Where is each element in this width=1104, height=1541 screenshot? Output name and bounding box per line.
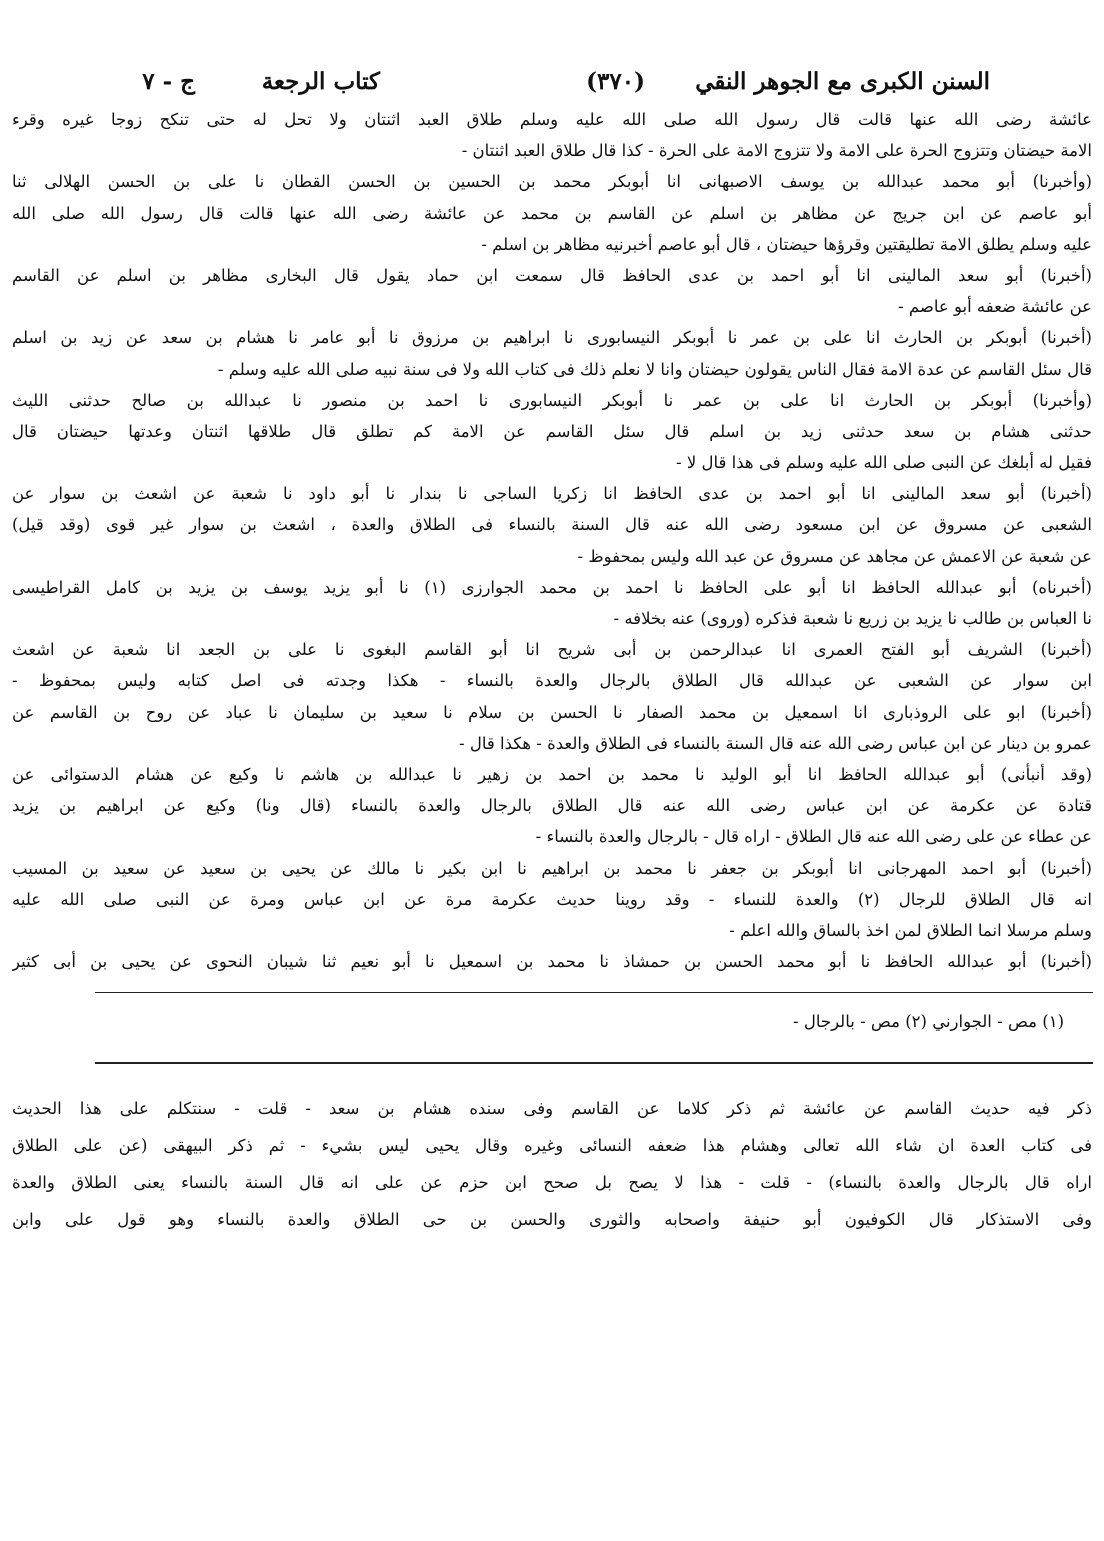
page-number: (٣٧٠) (586, 68, 645, 95)
text-line: الامة حيضتان وتتزوج الحرة على الامة ولا تتزوج الامة على الحرة - كذا قال طلاق العبد اثنتان - (461, 141, 1092, 161)
running-header (100, 68, 1000, 108)
text-line: فقيل له أبلغك عن النبى صلى الله عليه وسلم فى هذا قال لا - (676, 453, 1092, 473)
text-line: أبو عاصم عن ابن جريج عن مظاهر بن اسلم عن القاسم بن محمد عن عائشة رضى الله عنها قالت قال رسول الله صلى الله (12, 203, 1092, 223)
main-text (12, 104, 1092, 977)
footnotes: (١) مص - الجوارني (٢) مص - بالرجال - (793, 1012, 1064, 1031)
text-line: وسلم مرسلا انما الطلاق لمن اخذ بالساق والله اعلم - (729, 920, 1092, 940)
text-line: عائشة رضى الله عنها قالت قال رسول الله صلى الله عليه وسلم طلاق العبد اثنتان ولا تحل له حتى تنكح زوجا غيره وقرء (12, 110, 1092, 129)
commentary-line: ذكر فيه حديث القاسم عن عائشة ثم ذكر كلاما عن القاسم وفى سنده هشام بن سعد - قلت - سنتكلم على هذا الحديث (12, 1099, 1092, 1118)
text-line: نا العباس بن طالب نا يزيد بن زريع نا شعبة فذكره (وروى) عنه بخلافه - (613, 609, 1092, 628)
text-line: (وقد أنبأنى) أبو عبدالله الحافظ انا أبو الوليد نا محمد بن احمد بن زهير نا عبدالله بن هاشم نا وكيع عن هشام الدستوائى عن (12, 764, 1092, 784)
commentary-text (12, 1090, 1092, 1238)
text-line: (أخبرنا) أبو سعد المالينى انا أبو احمد بن عدى الحافظ قال سمعت ابن حماد يقول قال البخارى مظاهر بن اسلم عن القاسم (12, 265, 1092, 285)
commentary-line: وفى الاستذكار قال الكوفيون أبو حنيفة واصحابه والثورى والحسن بن حى الطلاق والعدة بالنساء وهو قول على وابن (12, 1210, 1092, 1229)
text-line: (أخبرنا) الشريف أبو الفتح العمرى انا عبدالرحمن بن أبى شريح انا أبو القاسم البغوى نا على بن الجعد انا شعبة عن اشعث (12, 640, 1092, 660)
text-line: (وأخبرنا) أبو محمد عبدالله بن يوسف الاصبهانى انا أبوبكر محمد بن الحسين بن الحسن القطان نا على بن الحسن الهلالى ثنا (12, 172, 1092, 192)
text-line: (أخبرنا) أبوبكر بن الحارث انا على بن عمر نا أبوبكر النيسابورى نا ابراهيم بن مرزوق نا أبو عامر نا هشام بن سعد عن زيد بن اسلم (12, 328, 1092, 348)
text-line: (أخبرنا) أبو احمد المهرجانى انا أبوبكر بن جعفر نا محمد بن ابراهيم نا ابن بكير نا مالك عن يحيى بن سعيد عن سعيد بن المسيب (12, 858, 1092, 878)
text-line: (أخبرنا) ابو على الروذبارى انا اسمعيل بن محمد الصفار نا الحسن بن سلام نا سعيد بن سليمان نا عباد عن روح بن القاسم عن (12, 702, 1092, 722)
text-line: قال سئل القاسم عن عدة الامة فقال الناس يقولون حيضتان وانا لا نعلم ذلك فى كتاب الله ولا فى سنة نبيه صلى الله عليه وسلم - (217, 359, 1092, 379)
text-line: عليه وسلم يطلق الامة تطليقتين وقرؤها حيضتان ، قال أبو عاصم أخبرنيه مظاهر بن اسلم - (481, 234, 1092, 254)
text-line: (أخبرنا) أبو عبدالله الحافظ نا أبو محمد الحسن بن حمشاذ نا محمد بن اسمعيل نا أبو نعيم ثنا شيبان النحوى عن يحيى بن أبى كثير (12, 952, 1092, 972)
text-line: (أخبرناه) أبو عبدالله الحافظ انا أبو على الحافظ نا احمد بن محمد الجوارزى (١) نا أبو يزيد يوسف بن يزيد بن كامل القراطيسى (12, 577, 1092, 597)
commentary-line: فى كتاب العدة ان شاء الله تعالى وهشام هذا ضعفه النسائى وغيره وقال يحيى ليس بشيء - ثم ذكر البيهقى (عن على الطلاق (12, 1136, 1092, 1155)
text-line: (أخبرنا) أبو سعد المالينى انا أبو احمد بن عدى الحافظ انا زكريا الساجى نا بندار نا أبو داود نا شعبة عن اشعث بن سوار عن (12, 484, 1092, 504)
text-line: الشعبى عن مسروق عن ابن مسعود رضى الله عنه قال السنة بالنساء فى الطلاق والعدة ، اشعث بن سوار غير قوى (وقد قيل) (12, 515, 1092, 535)
text-line: عن عطاء عن على رضى الله عنه قال الطلاق - اراه قال - بالرجال والعدة بالنساء - (535, 827, 1092, 847)
commentary-divider (95, 1062, 1093, 1064)
text-line: (وأخبرنا) أبوبكر بن الحارث انا على بن عمر نا أبوبكر النيسابورى نا احمد بن منصور نا عبدالله بن صالح حدثنى الليث (12, 390, 1092, 410)
commentary-line: اراه قال بالرجال والعدة بالنساء) - قلت - هذا لا يصح بل صحح ابن حزم عن على انه قال السنة بالنساء يعنى الطلاق والعدة (12, 1173, 1092, 1192)
book-title: السنن الكبرى مع الجوهر النقي (695, 68, 990, 95)
text-line: قتادة عن عكرمة عن ابن عباس رضى الله عنه قال الطلاق بالرجال والعدة بالنساء (قال ونا) وكيع عن ابراهيم بن يزيد (12, 796, 1092, 816)
text-line: عمرو بن دينار عن ابن عباس رضى الله عنه قال السنة بالنساء فى الطلاق والعدة - هكذا قال - (459, 733, 1092, 753)
text-line: عن شعبة عن الاعمش عن مجاهد عن مسروق عن عبد الله وليس بمحفوظ - (577, 546, 1092, 566)
volume-number: ج - ٧ (142, 68, 195, 95)
text-line: عن عائشة ضعفه أبو عاصم - (898, 297, 1092, 317)
chapter-title: كتاب الرجعة (261, 68, 380, 95)
footnote-divider (95, 992, 1093, 993)
text-line: انه قال الطلاق للرجال (٢) والعدة للنساء - وقد روينا حديث عكرمة مرة عن ابن عباس ومرة عن النبى صلى الله عليه (12, 889, 1092, 909)
text-line: حدثنى هشام بن سعد حدثنى زيد بن اسلم قال سئل القاسم عن الامة كم تطلق قال طلاقها اثنتان وعدتها حيضتان قال (12, 421, 1092, 441)
text-line: ابن سوار عن الشعبى عن عبدالله قال الطلاق بالرجال والعدة بالنساء - هكذا وجدته فى اصل كتابه وليس بمحفوظ - (12, 671, 1092, 691)
